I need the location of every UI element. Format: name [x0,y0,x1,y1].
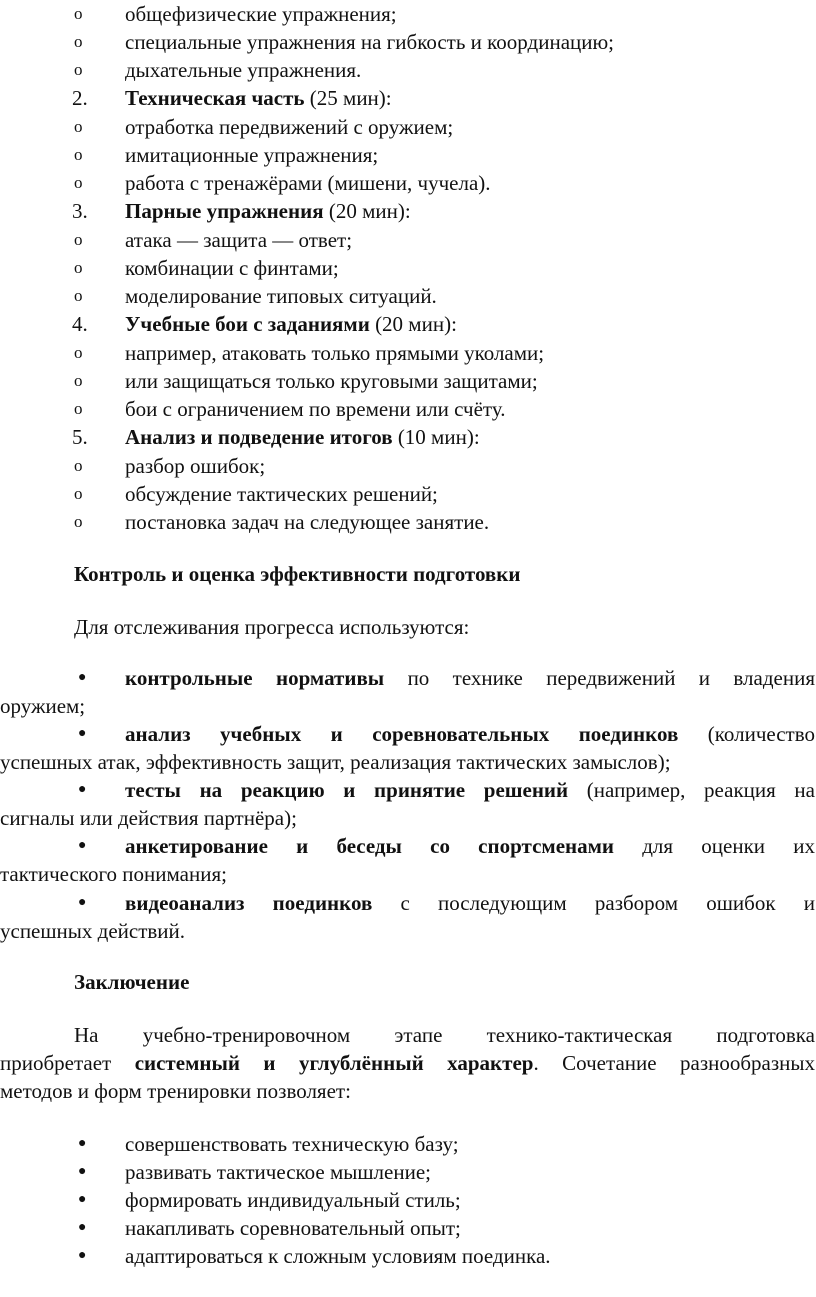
circle-bullet-icon: o [74,286,83,305]
section-title: Анализ и подведение итогов [125,425,393,449]
circle-bullet-icon: o [74,60,83,79]
conclusion-line: приобретает системный и углублённый характер. Сочетание разнообразных [0,1051,816,1075]
bullet-icon: ● [78,726,87,741]
circle-bullet-icon: o [74,484,83,503]
section-number: 5. [72,425,88,449]
bullet-icon: ● [78,1248,87,1263]
circle-bullet-icon: o [74,117,83,136]
section-number: 2. [72,86,88,110]
bullet-icon: ● [78,1192,87,1207]
section-time: (10 мин): [392,425,480,449]
bullet-icon: ● [78,895,87,910]
section-time: (20 мин): [323,199,411,223]
circle-bullet-icon: o [74,4,83,23]
section-title: Учебные бои с заданиями [125,312,370,336]
section-number: 4. [72,312,88,336]
bullet-icon: ● [78,838,87,853]
bullet-icon: ● [78,1136,87,1151]
conclusion-heading: Заключение [74,970,190,994]
circle-bullet-icon: o [74,145,83,164]
circle-bullet-icon: o [74,512,83,531]
conclusion-line: На учебно-тренировочном этапе технико-тактическая подготовка [74,1023,815,1047]
bullet-icon: ● [78,1220,87,1235]
control-intro: Для отслеживания прогресса используются: [74,615,470,639]
circle-bullet-icon: o [74,399,83,418]
circle-bullet-icon: o [74,258,83,277]
bullet-icon: ● [78,1164,87,1179]
circle-bullet-icon: o [74,32,83,51]
conclusion-line: методов и форм тренировки позволяет: [0,1079,351,1103]
circle-bullet-icon: o [74,173,83,192]
section-title: Техническая часть [125,86,305,110]
circle-bullet-icon: o [74,456,83,475]
section-time: (20 мин): [369,312,457,336]
bullet-icon: ● [78,782,87,797]
section-title: Парные упражнения [125,199,324,223]
circle-bullet-icon: o [74,343,83,362]
control-heading: Контроль и оценка эффективности подготовки [74,562,521,586]
section-time: (25 мин): [304,86,392,110]
circle-bullet-icon: o [74,230,83,249]
circle-bullet-icon: o [74,371,83,390]
bullet-icon: ● [78,670,87,685]
section-number: 3. [72,199,88,223]
